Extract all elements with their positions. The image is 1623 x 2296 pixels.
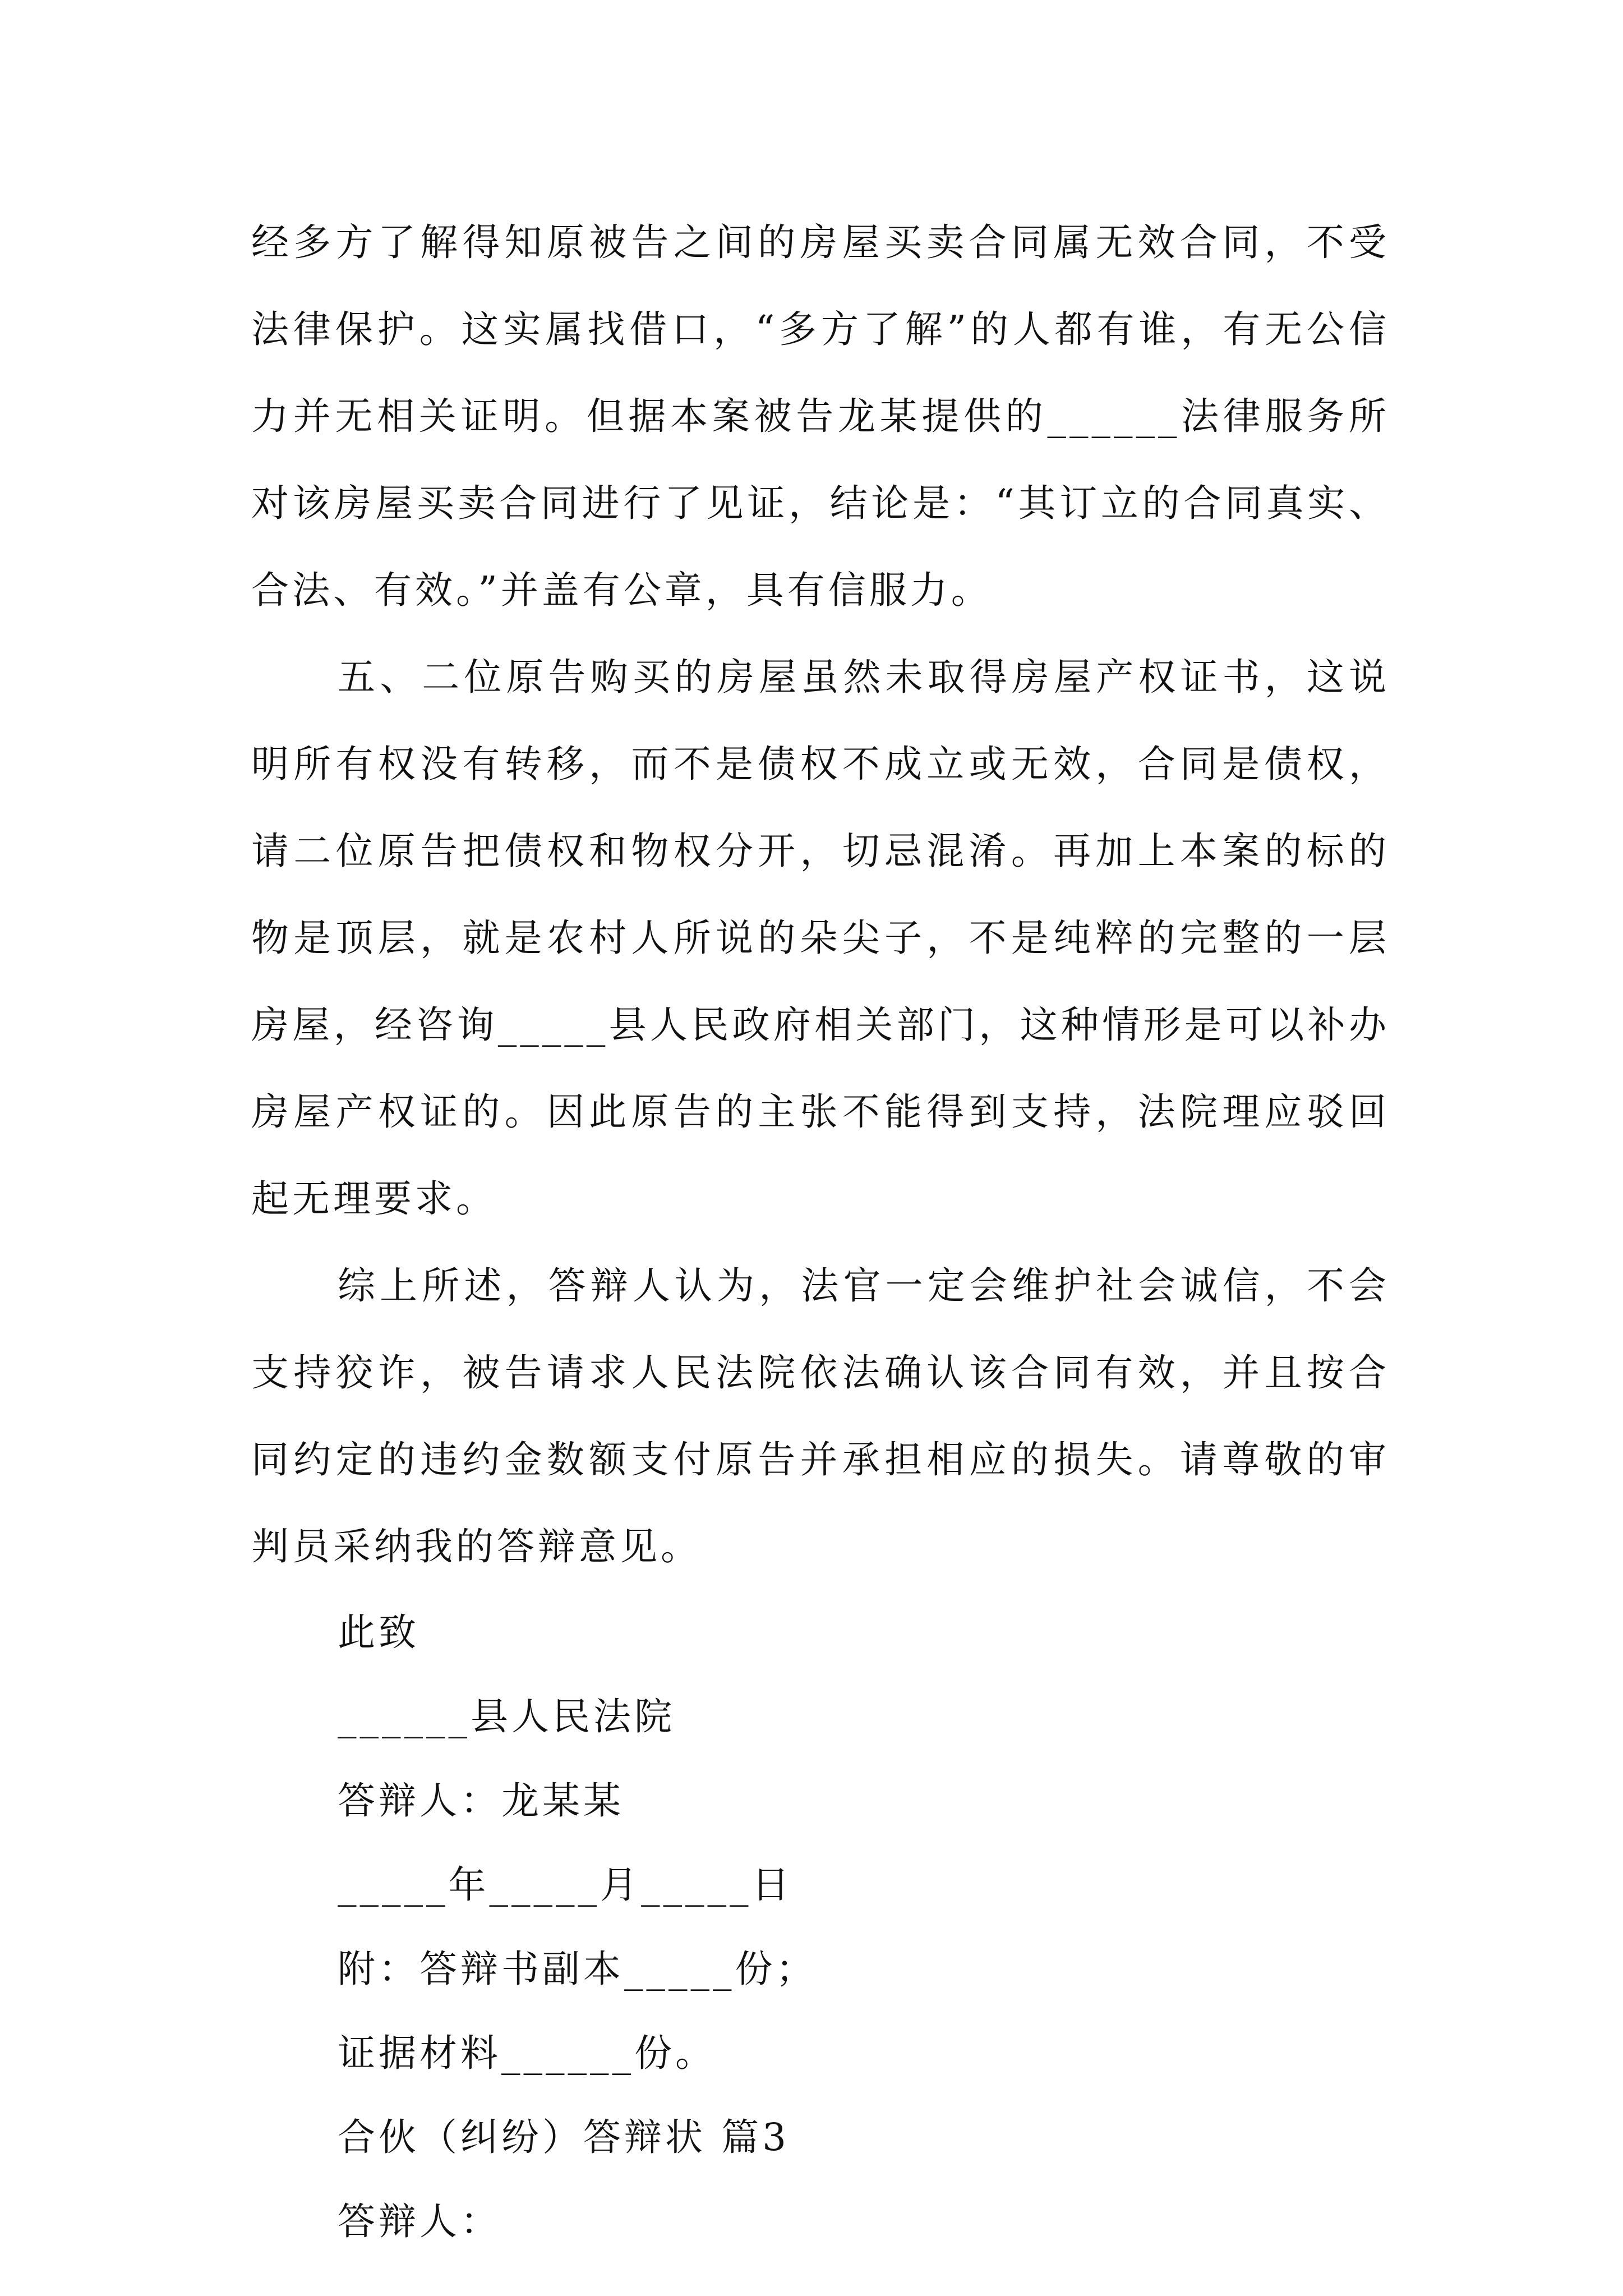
respondent-label-line: 答辩人： [338, 2200, 501, 2243]
evidence-materials-line: 证据材料______份。 [338, 2031, 716, 2075]
salutation-line: 此致 [338, 1611, 419, 1654]
section-heading: 合伙（纠纷）答辩状 篇3 [338, 2115, 790, 2159]
attachment-copies-line: 附：答辩书副本_____份； [338, 1947, 817, 1991]
respondent-signature-line: 答辩人：龙某某 [338, 1779, 624, 1823]
paragraph-point-five: 五、二位原告购买的房屋虽然未取得房屋产权证书，这说明所有权没有转移，而不是债权不成立或无效，合同是债权，请二位原告把债权和物权分开，切忌混淆。再加上本案的标的物是顶层，就是农村人所说的朵尖子，不是纯粹的完整的一层房屋，经咨询_____县人民政府相关部门，这种情形是可以补办房屋产权证的。因此原告的主张不能得到支持，法院理应驳回起无理要求。 [251, 655, 1390, 1221]
paragraph-continued: 经多方了解得知原被告之间的房屋买卖合同属无效合同，不受法律保护。这实属找借口，“多方了解”的人都有谁，有无公信力并无相关证明。但据本案被告龙某提供的______法律服务所对该房屋买卖合同进行了见证，结论是：“其订立的合同真实、合法、有效。”并盖有公章，具有信服力。 [251, 220, 1390, 612]
document-body [251, 199, 1390, 2263]
paragraph-conclusion: 综上所述，答辩人认为，法官一定会维护社会诚信，不会支持狡诈，被告请求人民法院依法确认该合同有效，并且按合同约定的违约金数额支付原告并承担相应的损失。请尊敬的审判员采纳我的答辩意见。 [251, 1264, 1390, 1568]
court-addressee-line: ______县人民法院 [338, 1695, 675, 1738]
date-line: _____年_____月_____日 [338, 1863, 793, 1907]
